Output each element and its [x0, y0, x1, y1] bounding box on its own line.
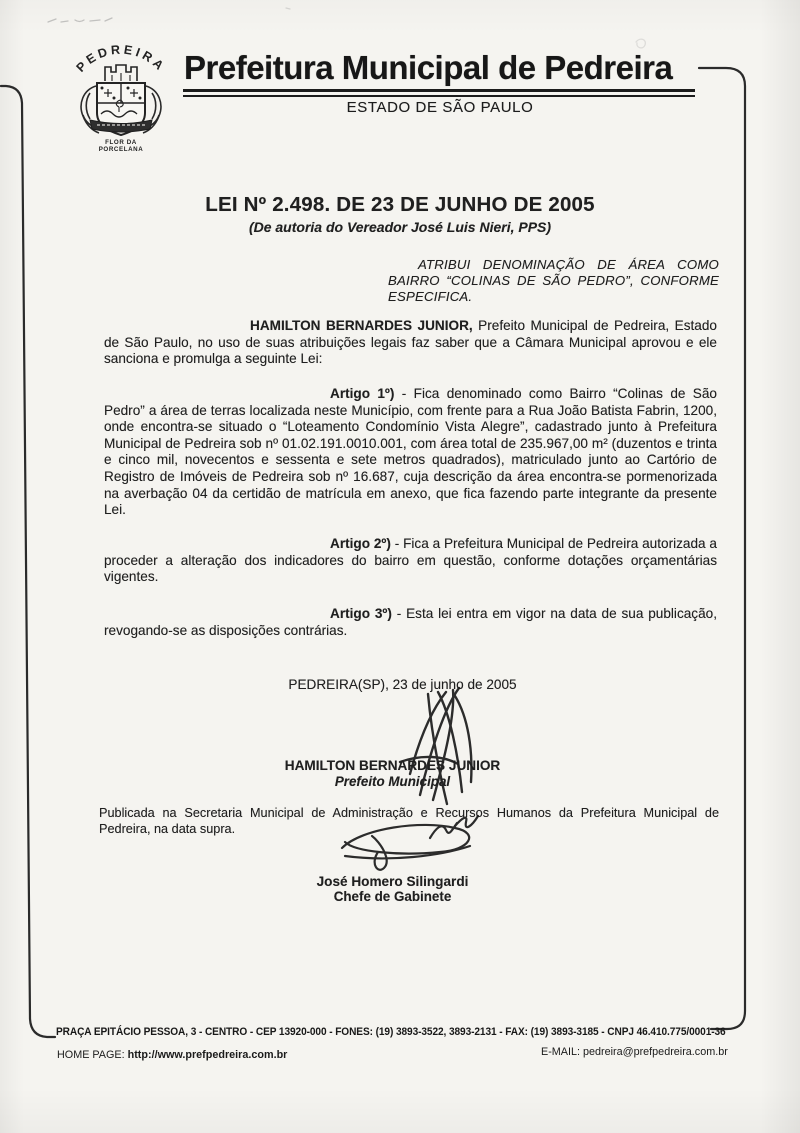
homepage-label: HOME PAGE:	[57, 1049, 128, 1061]
preamble-lead: HAMILTON BERNARDES JUNIOR,	[250, 318, 473, 333]
article-1	[104, 386, 717, 519]
municipal-coat-of-arms	[56, 36, 186, 154]
frame-left	[1, 86, 55, 1037]
article-1-lead: Artigo 1º)	[330, 386, 395, 401]
article-2	[104, 536, 717, 586]
crest-crown	[105, 65, 137, 81]
org-title: Prefeitura Municipal de Pedreira	[184, 49, 673, 86]
article-3	[104, 606, 717, 639]
law-authorship: (De autoria do Vereador José Luis Nieri, PPS)	[248, 219, 552, 235]
title-rule-thin	[183, 95, 695, 97]
crest-banner-line1: FLOR DA	[105, 139, 137, 146]
svg-text:PEDREIRA	[74, 43, 169, 75]
email-value: pedreira@prefpedreira.com.br	[583, 1046, 728, 1058]
article-1-text: - Fica denominado como Bairro “Colinas de São Pedro” a área de terras localizada neste Município, com frente para a Rua João Batista Fabrin, 1200, onde encontra-se situado o “Loteamento Condomínio Vista Alegre”, cadastrado junto à Prefeitura Municipal de Pedreira sob nº 01.02.191.0010.001, com área total de 235.967,00 m² (duzentos e trinta e cinco mil, novecentos e sessenta e sete metros quadrados), matriculado junto ao Cartório de Registro de Imóveis de Pedreira sob nº 16.687, cuja descrição da área encontra-se pormenorizada na averbação 04 da certidão de matrícula em anexo, que fica fazendo parte integrante da presente Lei.	[104, 386, 717, 518]
article-2-lead: Artigo 2º)	[330, 536, 391, 551]
mayor-role: Prefeito Municipal	[334, 774, 451, 789]
article-3-lead: Artigo 3º)	[330, 606, 392, 621]
mayor-signature	[370, 682, 570, 812]
title-rule-thick	[183, 89, 695, 92]
preamble-text: Prefeito Municipal de Pedreira, Estado de São Paulo, no uso de suas atribuições legais faz saber que a Câmara Municipal aprovou e ele sanciona e promulga a seguinte Lei:	[104, 318, 717, 367]
crest-banner-line2: PORCELANA	[98, 146, 144, 153]
footer-homepage	[57, 1049, 287, 1061]
publication-note: Publicada na Secretaria Municipal de Administração e Recursos Humanos da Prefeitura Municipal de Pedreira, na data supra.	[99, 806, 719, 836]
article-3-text: - Esta lei entra em vigor na data de sua publicação, revogando-se as disposições contrárias.	[104, 606, 717, 638]
chief-name: José Homero Silingardi	[316, 874, 469, 889]
law-ementa: ATRIBUI DENOMINAÇÃO DE ÁREA COMO BAIRRO “COLINAS DE SÃO PEDRO”, CONFORME ESPECIFICA.	[388, 257, 719, 305]
mayor-name: HAMILTON BERNARDES JUNIOR	[284, 758, 501, 773]
footer-address: PRAÇA EPITÁCIO PESSOA, 3 - CENTRO - CEP 13920-000 - FONES: (19) 3893-3522, 3893-2131 - FAX: (19) 3893-3185 - CNPJ 46.410.775/0001-36	[56, 1026, 726, 1038]
homepage-url: http://www.prefpedreira.com.br	[127, 1049, 288, 1061]
law-preamble	[104, 318, 717, 368]
crest-city-name: PEDREIRA	[73, 42, 169, 75]
footer-email	[541, 1046, 728, 1058]
dateline: PEDREIRA(SP), 23 de junho de 2005	[288, 677, 517, 692]
chief-role: Chefe de Gabinete	[333, 889, 452, 904]
article-2-text: - Fica a Prefeitura Municipal de Pedreira autorizada a proceder a alteração dos indicadores do bairro em questão, conforme dotações orçamentárias vigentes.	[104, 536, 717, 585]
state-line: ESTADO DE SÃO PAULO	[346, 99, 534, 116]
law-title: LEI Nº 2.498. DE 23 DE JUNHO DE 2005	[205, 193, 595, 216]
email-label: E-MAIL:	[541, 1046, 583, 1058]
